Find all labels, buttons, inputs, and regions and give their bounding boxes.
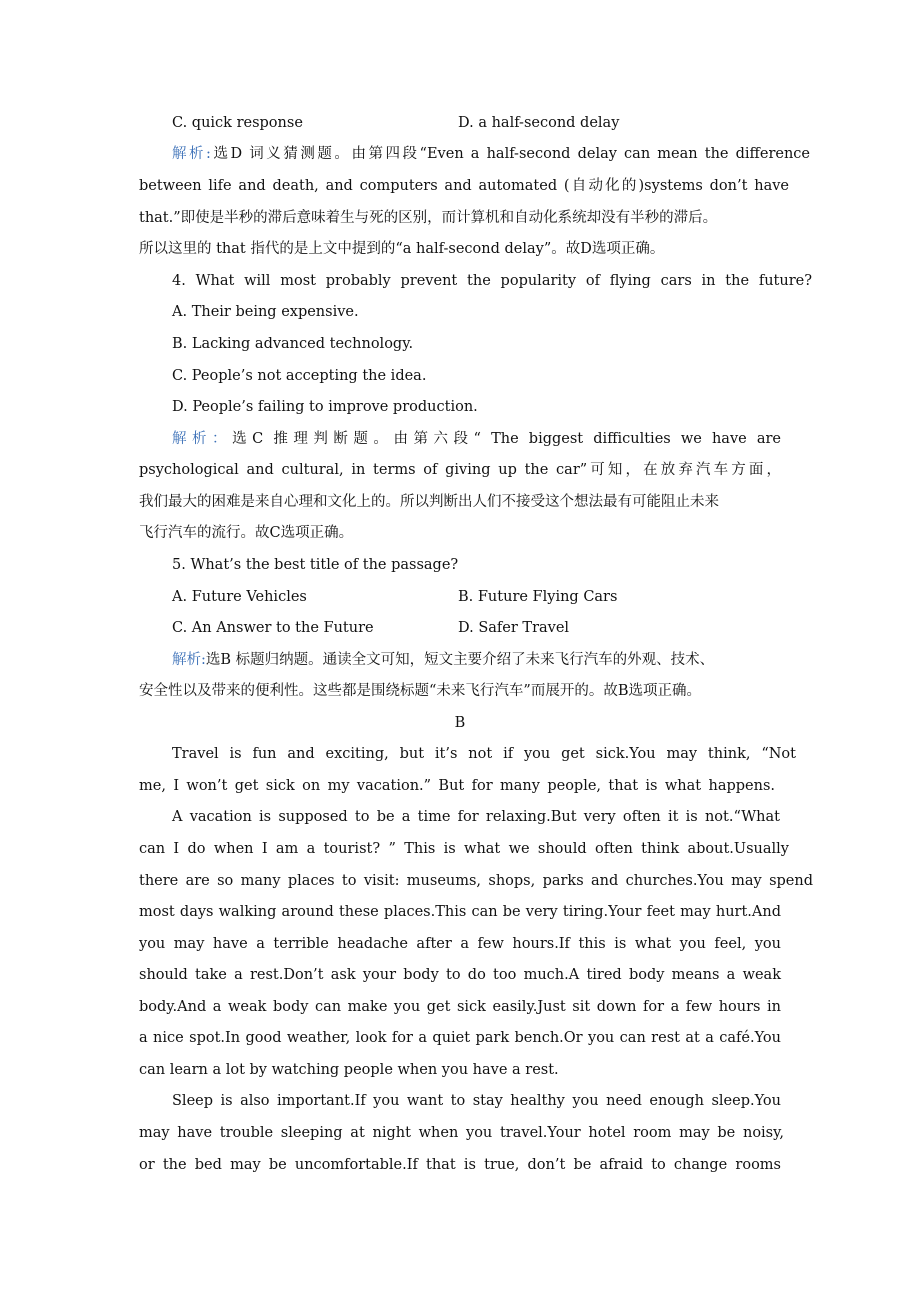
q5-option-c: C. An Answer to the Future: [172, 620, 374, 636]
passage-line: can learn a lot by watching people when you have a rest.: [139, 1062, 559, 1078]
q4-option-a: A. Their being expensive.: [172, 304, 359, 320]
q4-analysis-line-4: 飞行汽车的流行。故C选项正确。: [139, 525, 354, 541]
q3-option-c: C. quick response: [172, 115, 303, 131]
q4-option-c: C. People’s not accepting the idea.: [172, 368, 427, 384]
q5-analysis-line-1: 解析:选B 标题归纳题。通读全文可知，短文主要介绍了未来飞行汽车的外观、技术、: [172, 652, 715, 668]
q4-analysis-line-1: 解析：选C 推理判断题。由第六段“ The biggest difficulties we have are: [172, 431, 782, 447]
analysis-label: 解析:: [172, 146, 211, 162]
analysis-label: 解析:: [172, 652, 206, 668]
passage-line: Sleep is also important.If you want to stay healthy you need enough sleep.You: [172, 1093, 781, 1109]
passage-line: you may have a terrible headache after a few hours.If this is what you feel, you: [139, 936, 781, 952]
q3-analysis-line-3: that.”即使是半秒的滞后意味着生与死的区别，而计算机和自动化系统却没有半秒的滞后。: [139, 210, 718, 226]
q4-option-b: B. Lacking advanced technology.: [172, 336, 414, 352]
q3-analysis-line-4: 所以这里的 that 指代的是上文中提到的“a half-second delay”。故D选项正确。: [139, 241, 665, 257]
q4-option-d: D. People’s failing to improve production.: [172, 399, 478, 415]
q4-analysis-line-3: 我们最大的困难是来自心理和文化上的。所以判断出人们不接受这个想法最有可能阻止未来: [139, 494, 719, 510]
q3-analysis-line-1: 解析:选D 词义猜测题。由第四段“Even a half-second delay can mean the difference: [172, 146, 810, 162]
passage-line: or the bed may be uncomfortable.If that is true, don’t be afraid to change rooms: [139, 1157, 781, 1173]
q5-question: 5. What’s the best title of the passage?: [172, 557, 459, 573]
section-heading-b: B: [454, 715, 466, 731]
q5-option-b: B. Future Flying Cars: [458, 589, 618, 605]
passage-line: Travel is fun and exciting, but it’s not if you get sick.You may think, “Not: [172, 746, 796, 762]
passage-line: can I do when I am a tourist? ” This is what we should often think about.Usually: [139, 841, 789, 857]
q3-option-d: D. a half-second delay: [458, 115, 620, 131]
passage-line: a nice spot.In good weather, look for a quiet park bench.Or you can rest at a café.You: [139, 1030, 781, 1046]
q4-question: 4. What will most probably prevent the popularity of flying cars in the future?: [172, 273, 812, 289]
q5-option-d: D. Safer Travel: [458, 620, 570, 636]
passage-line: me, I won’t get sick on my vacation.” But for many people, that is what happens.: [139, 778, 775, 794]
analysis-label: 解析：: [172, 431, 233, 447]
passage-line: most days walking around these places.This can be very tiring.Your feet may hurt.And: [139, 904, 781, 920]
passage-line: should take a rest.Don’t ask your body to do too much.A tired body means a weak: [139, 967, 781, 983]
q5-analysis-line-2: 安全性以及带来的便利性。这些都是围绕标题“未来飞行汽车”而展开的。故B选项正确。: [139, 683, 701, 699]
passage-line: body.And a weak body can make you get sick easily.Just sit down for a few hours in: [139, 999, 781, 1015]
q3-analysis-line-2: between life and death, and computers and automated (自动化的)systems don’t have: [139, 178, 789, 194]
q4-analysis-line-2: psychological and cultural, in terms of giving up the car”可知，在放弃汽车方面，: [139, 462, 781, 478]
passage-line: may have trouble sleeping at night when you travel.Your hotel room may be noisy,: [139, 1125, 784, 1141]
passage-line: A vacation is supposed to be a time for relaxing.But very often it is not.“What: [172, 809, 780, 825]
q5-option-a: A. Future Vehicles: [172, 589, 307, 605]
passage-line: there are so many places to visit: museums, shops, parks and churches.You may spend: [139, 873, 813, 889]
